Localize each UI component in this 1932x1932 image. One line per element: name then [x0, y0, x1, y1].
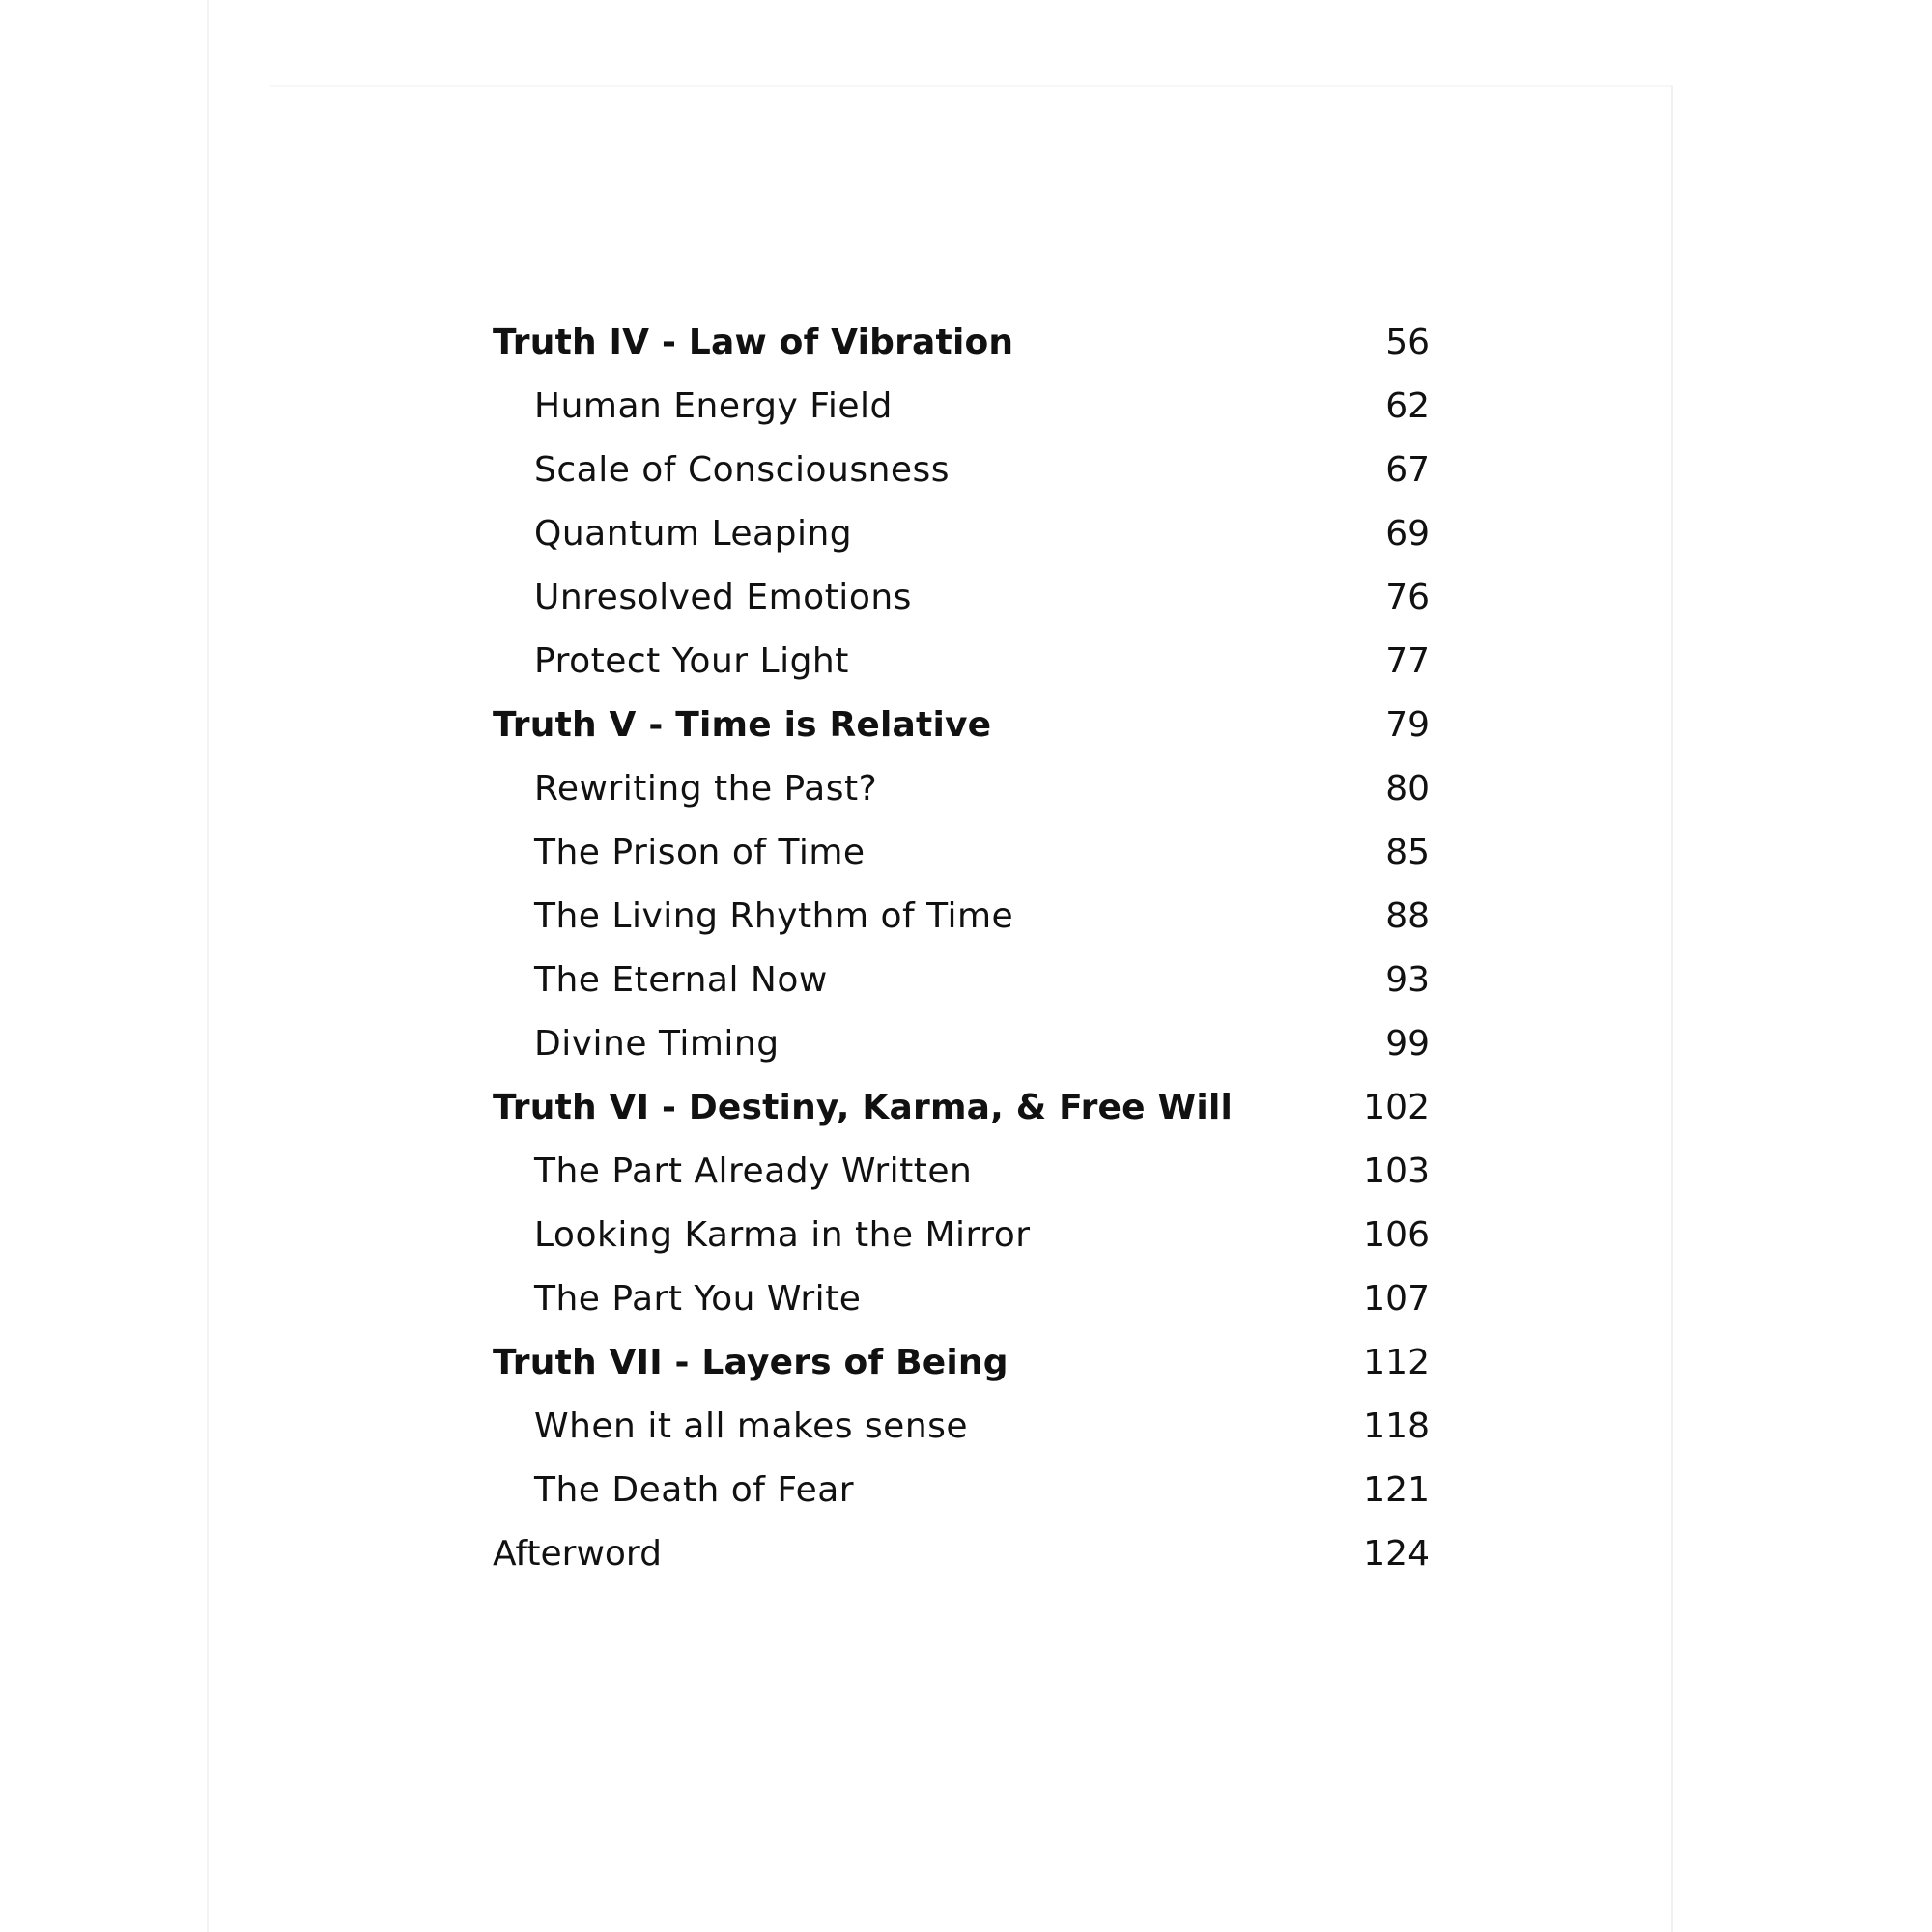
toc-entry-page-number: 103 [1363, 1151, 1430, 1191]
toc-entry-page-number: 69 [1385, 514, 1430, 554]
toc-section-row [493, 1204, 1430, 1267]
toc-chapter-row [493, 311, 1430, 375]
toc-section-row [493, 949, 1430, 1012]
toc-entry-title: Divine Timing [534, 1024, 780, 1064]
toc-entry-title: Human Energy Field [534, 386, 893, 426]
toc-entry-title: The Living Rhythm of Time [534, 896, 1014, 936]
toc-entry-page-number: 77 [1385, 641, 1430, 681]
toc-entry-title: The Eternal Now [534, 960, 828, 1000]
toc-entry-title: Unresolved Emotions [534, 578, 912, 617]
toc-entry-title: Protect Your Light [534, 641, 849, 681]
toc-entry-title: When it all makes sense [534, 1406, 969, 1446]
toc-entry-page-number: 56 [1385, 323, 1430, 362]
toc-entry-title: Looking Karma in the Mirror [534, 1215, 1031, 1255]
toc-entry-title: Truth VII - Layers of Being [493, 1343, 1009, 1382]
toc-entry-title: Truth IV - Law of Vibration [493, 323, 1014, 362]
toc-entry-page-number: 67 [1385, 450, 1430, 490]
page-edge-top [270, 85, 1673, 87]
toc-entry-row [493, 1522, 1430, 1586]
toc-entry-page-number: 118 [1363, 1406, 1430, 1446]
toc-section-row [493, 1459, 1430, 1522]
toc-section-row [493, 757, 1430, 821]
table-of-contents [493, 311, 1430, 1586]
toc-section-row [493, 821, 1430, 885]
toc-section-row [493, 1012, 1430, 1076]
toc-entry-page-number: 85 [1385, 833, 1430, 872]
toc-entry-page-number: 107 [1363, 1279, 1430, 1319]
page-edge-left [207, 0, 209, 1932]
toc-section-row [493, 885, 1430, 949]
toc-entry-title: The Part You Write [534, 1279, 862, 1319]
toc-section-row [493, 502, 1430, 566]
toc-section-row [493, 566, 1430, 630]
toc-section-row [493, 1140, 1430, 1204]
toc-entry-title: Truth VI - Destiny, Karma, & Free Will [493, 1088, 1234, 1127]
toc-entry-page-number: 124 [1363, 1534, 1430, 1574]
toc-section-row [493, 375, 1430, 439]
toc-entry-page-number: 121 [1363, 1470, 1430, 1510]
toc-section-row [493, 439, 1430, 502]
toc-entry-page-number: 88 [1385, 896, 1430, 936]
toc-chapter-row [493, 1076, 1430, 1140]
toc-section-row [493, 1267, 1430, 1331]
page-edge-right [1671, 85, 1673, 1932]
toc-entry-page-number: 80 [1385, 769, 1430, 809]
toc-entry-page-number: 76 [1385, 578, 1430, 617]
toc-entry-title: The Death of Fear [534, 1470, 855, 1510]
toc-entry-title: Rewriting the Past? [534, 769, 878, 809]
toc-entry-title: The Part Already Written [534, 1151, 973, 1191]
toc-entry-title: Afterword [493, 1534, 662, 1574]
toc-entry-page-number: 79 [1385, 705, 1430, 745]
toc-section-row [493, 1395, 1430, 1459]
toc-chapter-row [493, 1331, 1430, 1395]
toc-entry-title: Quantum Leaping [534, 514, 853, 554]
toc-chapter-row [493, 694, 1430, 757]
toc-entry-page-number: 62 [1385, 386, 1430, 426]
chevron-down-icon [1457, 0, 1470, 6]
toc-section-row [493, 630, 1430, 694]
toc-entry-page-number: 106 [1363, 1215, 1430, 1255]
toc-entry-page-number: 112 [1363, 1343, 1430, 1382]
toc-entry-title: The Prison of Time [534, 833, 866, 872]
toc-entry-page-number: 99 [1385, 1024, 1430, 1064]
toc-entry-title: Scale of Consciousness [534, 450, 951, 490]
toc-entry-title: Truth V - Time is Relative [493, 705, 992, 745]
toc-entry-page-number: 102 [1363, 1088, 1430, 1127]
toc-entry-page-number: 93 [1385, 960, 1430, 1000]
